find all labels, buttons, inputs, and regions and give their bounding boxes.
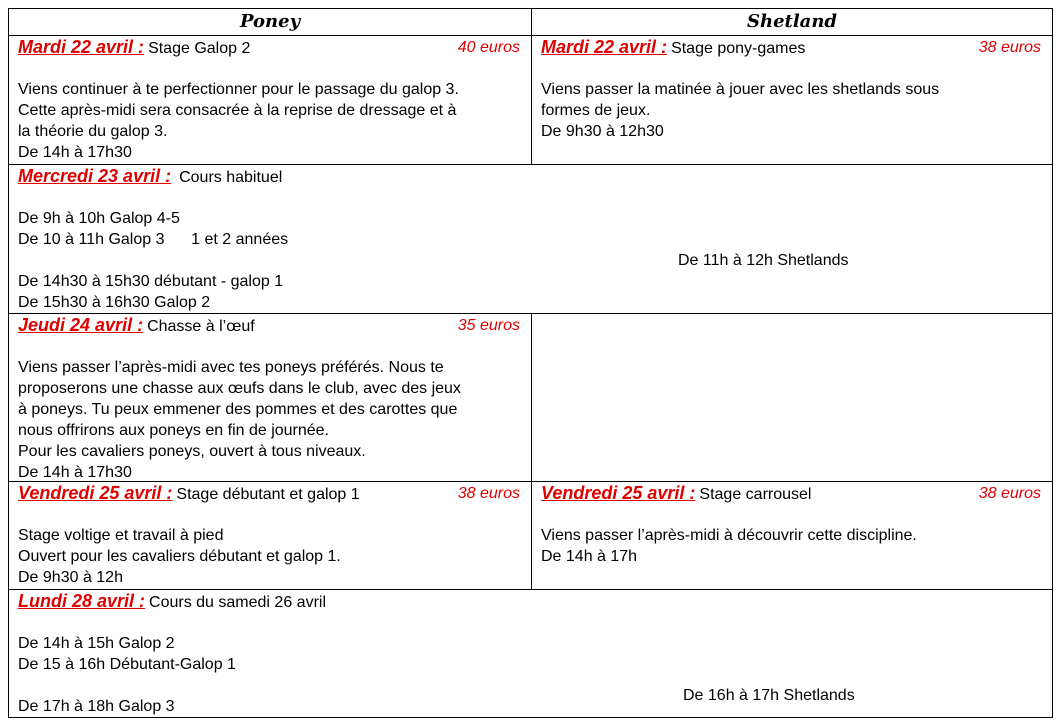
- event-price: 38 euros: [457, 485, 520, 502]
- description-line: Viens passer la matinée à jouer avec les shetlands sous: [541, 81, 940, 98]
- event-name: Cours habituel: [179, 169, 283, 186]
- schedule-line: De 14h30 à 15h30 débutant - galop 1: [18, 273, 284, 290]
- mardi-shetland-cell: [532, 36, 1052, 142]
- schedule-table: [8, 8, 1053, 718]
- event-date: Jeudi 24 avril :: [18, 315, 144, 335]
- description-line: Viens passer l’après-midi à découvrir cette discipline.: [541, 527, 917, 544]
- shetland-schedule: De 11h à 12h Shetlands: [678, 252, 849, 269]
- header-poney: Poney: [239, 11, 301, 32]
- mercredi-cell: [9, 165, 1052, 313]
- event-date: Mardi 22 avril :: [18, 37, 145, 57]
- event-date: Mardi 22 avril :: [541, 37, 668, 57]
- description-line: la théorie du galop 3.: [18, 123, 168, 140]
- event-price: 38 euros: [978, 485, 1041, 502]
- event-date: Vendredi 25 avril :: [541, 483, 696, 503]
- header-shetland: Shetland: [746, 11, 838, 32]
- description-line: nous offrirons aux poneys en fin de journée.: [18, 422, 330, 439]
- description-line: Viens continuer à te perfectionner pour le passage du galop 3.: [18, 81, 459, 98]
- lundi-cell: [9, 590, 1052, 717]
- event-hours: De 14h à 17h30: [18, 464, 132, 481]
- description-line: Pour les cavaliers poneys, ouvert à tous niveaux.: [18, 443, 366, 460]
- event-name: Cours du samedi 26 avril: [149, 594, 326, 611]
- event-name: Stage débutant et galop 1: [176, 486, 360, 503]
- event-hours: De 9h30 à 12h: [18, 569, 123, 586]
- description-line: Viens passer l’après-midi avec tes poneys préférés. Nous te: [18, 359, 444, 376]
- schedule-line: De 15 à 16h Débutant-Galop 1: [18, 656, 236, 673]
- shetland-schedule: De 16h à 17h Shetlands: [683, 687, 855, 704]
- description-line: formes de jeux.: [541, 102, 651, 119]
- schedule-line: De 15h30 à 16h30 Galop 2: [18, 294, 211, 311]
- description-line: Ouvert pour les cavaliers débutant et galop 1.: [18, 548, 341, 565]
- schedule-line: De 9h à 10h Galop 4-5: [18, 210, 180, 227]
- description-line: Stage voltige et travail à pied: [18, 527, 224, 544]
- mardi-poney-cell: [9, 36, 531, 163]
- description-line: Cette après-midi sera consacrée à la reprise de dressage et à: [18, 102, 457, 119]
- event-date: Vendredi 25 avril :: [18, 483, 173, 503]
- event-price: 40 euros: [457, 39, 520, 56]
- description-line: proposerons une chasse aux œufs dans le club, avec des jeux: [18, 380, 461, 397]
- schedule-line: De 10 à 11h Galop 3 1 et 2 années: [18, 231, 289, 248]
- event-hours: De 14h à 17h30: [18, 144, 132, 161]
- event-hours: De 9h30 à 12h30: [541, 123, 664, 140]
- vendredi-poney-cell: [9, 482, 531, 588]
- event-price: 35 euros: [457, 317, 520, 334]
- event-date: Lundi 28 avril :: [18, 591, 146, 611]
- event-price: 38 euros: [978, 39, 1041, 56]
- event-name: Stage Galop 2: [148, 40, 251, 57]
- vendredi-shetland-cell: [532, 482, 1052, 567]
- schedule-line: De 14h à 15h Galop 2: [18, 635, 175, 652]
- description-line: à poneys. Tu peux emmener des pommes et des carottes que: [18, 401, 458, 418]
- schedule-line: De 17h à 18h Galop 3: [18, 698, 175, 715]
- event-name: Stage carrousel: [699, 486, 812, 503]
- jeudi-poney-cell: [9, 314, 531, 483]
- event-name: Chasse à l’œuf: [147, 318, 255, 335]
- event-date: Mercredi 23 avril :: [18, 166, 172, 186]
- event-name: Stage pony-games: [671, 40, 806, 57]
- event-hours: De 14h à 17h: [541, 548, 638, 565]
